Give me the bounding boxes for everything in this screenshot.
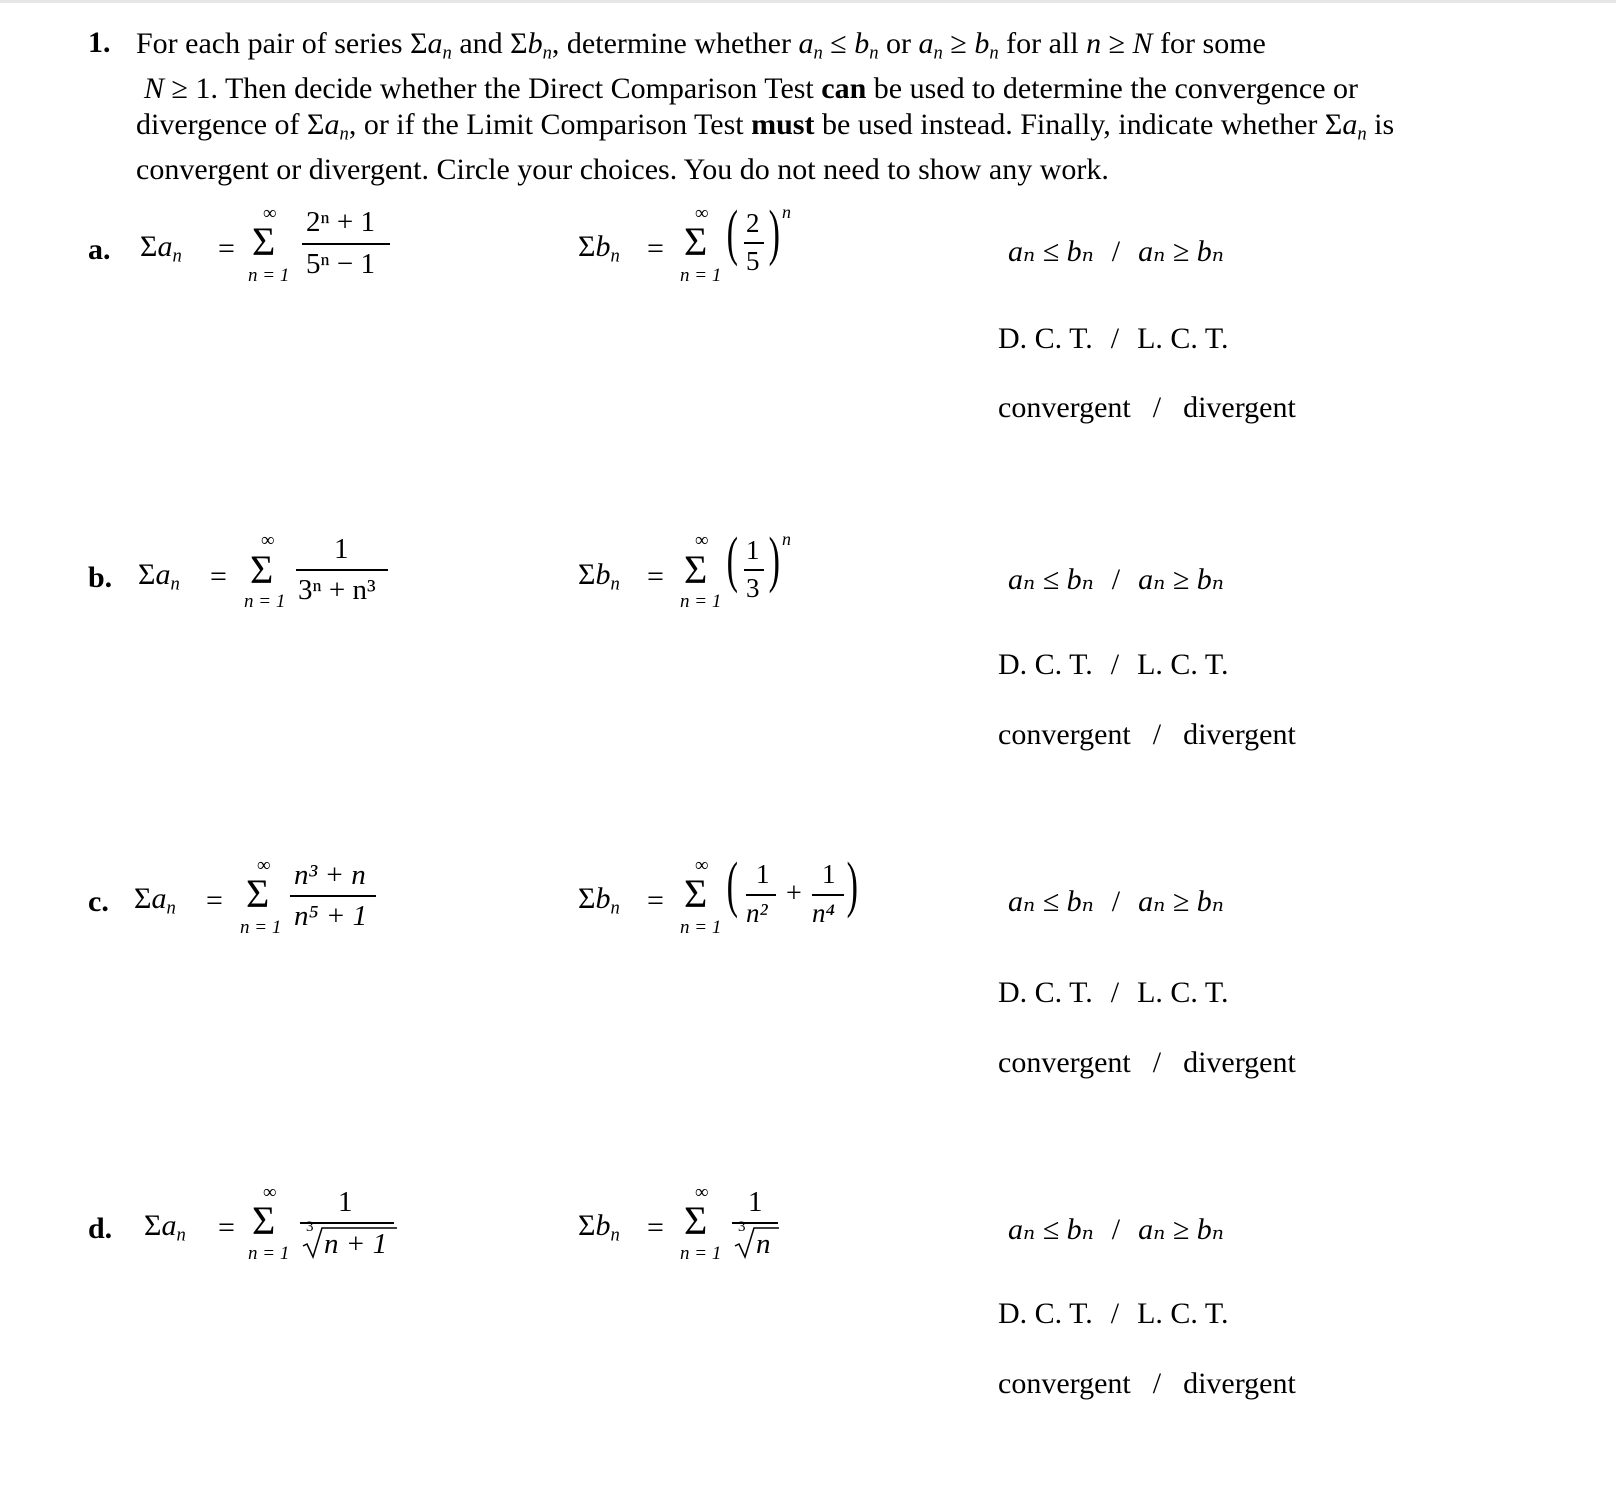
- b-term1-denominator: n²: [746, 898, 768, 928]
- b-root-index: 3: [738, 1219, 746, 1235]
- choice-dct[interactable]: D. C. T.: [998, 976, 1093, 1009]
- b-root-body: n: [756, 1228, 771, 1260]
- equals-sign: =: [647, 1211, 664, 1244]
- instruction-line-2: N ≥ 1. Then decide whether the Direct Comparison Test can be used to determine the convergence or: [144, 72, 1359, 106]
- a-numerator: n³ + n: [294, 859, 366, 891]
- choice-divergent[interactable]: divergent: [1183, 1046, 1296, 1079]
- a-fraction-bar: [300, 1222, 394, 1224]
- upper-limit: ∞: [261, 530, 275, 551]
- a-fraction-bar: [302, 243, 390, 245]
- equals-sign: =: [647, 232, 664, 265]
- summation-sign: Σ: [252, 219, 276, 264]
- series-a-label: $\Sigma a_n$: [134, 882, 176, 919]
- choice-a-ge-b[interactable]: aₙ ≥ bₙ: [1138, 563, 1224, 596]
- upper-limit: ∞: [257, 855, 271, 876]
- test-choice[interactable]: D. C. T. / L. C. T.: [998, 1297, 1229, 1330]
- upper-limit: ∞: [263, 1182, 277, 1203]
- part-label: b.: [88, 561, 113, 594]
- series-b-label: $\Sigma b_n$: [578, 1209, 620, 1246]
- emphasis-must: must: [751, 107, 815, 141]
- top-border: [0, 0, 1616, 3]
- summation-sign: Σ: [250, 547, 274, 592]
- b-exponent: n: [782, 202, 791, 222]
- part-label: d.: [88, 1212, 113, 1245]
- a-denominator: 5ⁿ − 1: [306, 248, 375, 280]
- series-b-label: $\Sigma b_n$: [578, 558, 620, 595]
- a-denominator: n⁵ + 1: [294, 900, 368, 932]
- left-paren: (: [726, 851, 739, 919]
- instruction-line-4: convergent or divergent. Circle your choices. You do not need to show any work.: [136, 152, 1109, 186]
- equals-sign: =: [218, 232, 235, 265]
- right-paren: ): [846, 851, 859, 919]
- result-choice[interactable]: convergent / divergent: [998, 391, 1296, 424]
- summation-sign: Σ: [684, 871, 708, 916]
- b-term2-denominator: n⁴: [812, 898, 835, 928]
- choice-divergent[interactable]: divergent: [1183, 391, 1296, 424]
- right-paren: ): [768, 526, 781, 594]
- choice-lct[interactable]: L. C. T.: [1137, 1297, 1229, 1330]
- comparison-choice[interactable]: aₙ ≤ bₙ / aₙ ≥ bₙ: [1008, 235, 1224, 268]
- instruction-line-3: divergence of $\Sigma a_n$, or if the Limit Comparison Test must be used instead. Finally, indicate whether $\Sigma a_n$ is: [136, 107, 1395, 145]
- series-b-label: $\Sigma b_n$: [578, 230, 620, 267]
- upper-limit: ∞: [695, 203, 709, 224]
- b-term1-fraction-bar: [746, 894, 776, 896]
- a-denominator: 3ⁿ + n³: [298, 574, 376, 606]
- part-label: c.: [88, 885, 109, 918]
- a-fraction-bar: [296, 569, 388, 571]
- b-fraction-bar: [744, 242, 764, 244]
- choice-a-le-b[interactable]: aₙ ≤ bₙ: [1008, 1213, 1094, 1246]
- test-choice[interactable]: D. C. T. / L. C. T.: [998, 648, 1229, 681]
- choice-convergent[interactable]: convergent: [998, 391, 1131, 424]
- a-fraction-bar: [290, 895, 376, 897]
- b-numerator: 2: [746, 208, 760, 238]
- choice-a-le-b[interactable]: aₙ ≤ bₙ: [1008, 563, 1094, 596]
- b-denominator: 3: [746, 573, 760, 603]
- question-number: 1.: [88, 26, 111, 59]
- instruction-line-1: For each pair of series $\Sigma a_n$ and $\Sigma b_n$, determine whether $a_n \le b_n$ or $a_n \ge b_n$ for all n ≥ N for some: [136, 27, 1266, 64]
- b-exponent: n: [782, 529, 791, 549]
- summation-sign: Σ: [684, 219, 708, 264]
- choice-a-ge-b[interactable]: aₙ ≥ bₙ: [1138, 235, 1224, 268]
- a-numerator: 1: [338, 1186, 353, 1218]
- b-term1-numerator: 1: [756, 859, 770, 889]
- series-a-label: $\Sigma a_n$: [144, 1209, 186, 1246]
- lower-limit: n = 1: [680, 917, 722, 938]
- result-choice[interactable]: convergent / divergent: [998, 1367, 1296, 1400]
- result-choice[interactable]: convergent / divergent: [998, 1046, 1296, 1079]
- choice-a-ge-b[interactable]: aₙ ≥ bₙ: [1138, 1213, 1224, 1246]
- left-paren: (: [726, 199, 739, 267]
- choice-convergent[interactable]: convergent: [998, 1046, 1131, 1079]
- a-root-index: 3: [306, 1219, 314, 1235]
- choice-dct[interactable]: D. C. T.: [998, 322, 1093, 355]
- lower-limit: n = 1: [680, 265, 722, 286]
- summation-sign: Σ: [246, 871, 270, 916]
- equals-sign: =: [647, 884, 664, 917]
- comparison-choice[interactable]: aₙ ≤ bₙ / aₙ ≥ bₙ: [1008, 885, 1224, 918]
- part-label: a.: [88, 233, 111, 266]
- plus-sign: +: [786, 878, 802, 909]
- choice-dct[interactable]: D. C. T.: [998, 1297, 1093, 1330]
- a-numerator: 1: [334, 533, 349, 565]
- choice-divergent[interactable]: divergent: [1183, 718, 1296, 751]
- choice-a-ge-b[interactable]: aₙ ≥ bₙ: [1138, 885, 1224, 918]
- b-denominator: 5: [746, 246, 760, 276]
- question-instructions: [136, 26, 1536, 187]
- summation-sign: Σ: [252, 1198, 276, 1243]
- b-fraction-bar: [744, 569, 764, 571]
- lower-limit: n = 1: [244, 591, 286, 612]
- choice-lct[interactable]: L. C. T.: [1137, 322, 1229, 355]
- series-a-label: $\Sigma a_n$: [138, 558, 180, 595]
- equals-sign: =: [218, 1211, 235, 1244]
- comparison-choice[interactable]: aₙ ≤ bₙ / aₙ ≥ bₙ: [1008, 1213, 1224, 1246]
- lower-limit: n = 1: [248, 1243, 290, 1264]
- b-numerator: 1: [746, 535, 760, 565]
- left-paren: (: [726, 526, 739, 594]
- a-numerator: 2ⁿ + 1: [306, 206, 375, 238]
- comparison-choice[interactable]: aₙ ≤ bₙ / aₙ ≥ bₙ: [1008, 563, 1224, 596]
- a-root-body: n + 1: [324, 1228, 388, 1260]
- b-term2-numerator: 1: [822, 859, 836, 889]
- upper-limit: ∞: [695, 530, 709, 551]
- equals-sign: =: [206, 884, 223, 917]
- lower-limit: n = 1: [248, 265, 290, 286]
- choice-divergent[interactable]: divergent: [1183, 1367, 1296, 1400]
- b-numerator: 1: [748, 1186, 763, 1218]
- right-paren: ): [768, 199, 781, 267]
- series-a-label: $\Sigma a_n$: [140, 230, 182, 267]
- lower-limit: n = 1: [680, 591, 722, 612]
- upper-limit: ∞: [263, 203, 277, 224]
- emphasis-can: can: [821, 72, 867, 106]
- upper-limit: ∞: [695, 855, 709, 876]
- equals-sign: =: [647, 560, 664, 593]
- choice-convergent[interactable]: convergent: [998, 718, 1131, 751]
- test-choice[interactable]: D. C. T. / L. C. T.: [998, 322, 1229, 355]
- summation-sign: Σ: [684, 1198, 708, 1243]
- choice-convergent[interactable]: convergent: [998, 1367, 1131, 1400]
- test-choice[interactable]: D. C. T. / L. C. T.: [998, 976, 1229, 1009]
- lower-limit: n = 1: [680, 1243, 722, 1264]
- b-term2-fraction-bar: [812, 894, 844, 896]
- choice-lct[interactable]: L. C. T.: [1137, 648, 1229, 681]
- summation-sign: Σ: [684, 547, 708, 592]
- upper-limit: ∞: [695, 1182, 709, 1203]
- choice-a-le-b[interactable]: aₙ ≤ bₙ: [1008, 885, 1094, 918]
- series-b-label: $\Sigma b_n$: [578, 882, 620, 919]
- choice-lct[interactable]: L. C. T.: [1137, 976, 1229, 1009]
- choice-a-le-b[interactable]: aₙ ≤ bₙ: [1008, 235, 1094, 268]
- lower-limit: n = 1: [240, 917, 282, 938]
- choice-dct[interactable]: D. C. T.: [998, 648, 1093, 681]
- result-choice[interactable]: convergent / divergent: [998, 718, 1296, 751]
- equals-sign: =: [210, 560, 227, 593]
